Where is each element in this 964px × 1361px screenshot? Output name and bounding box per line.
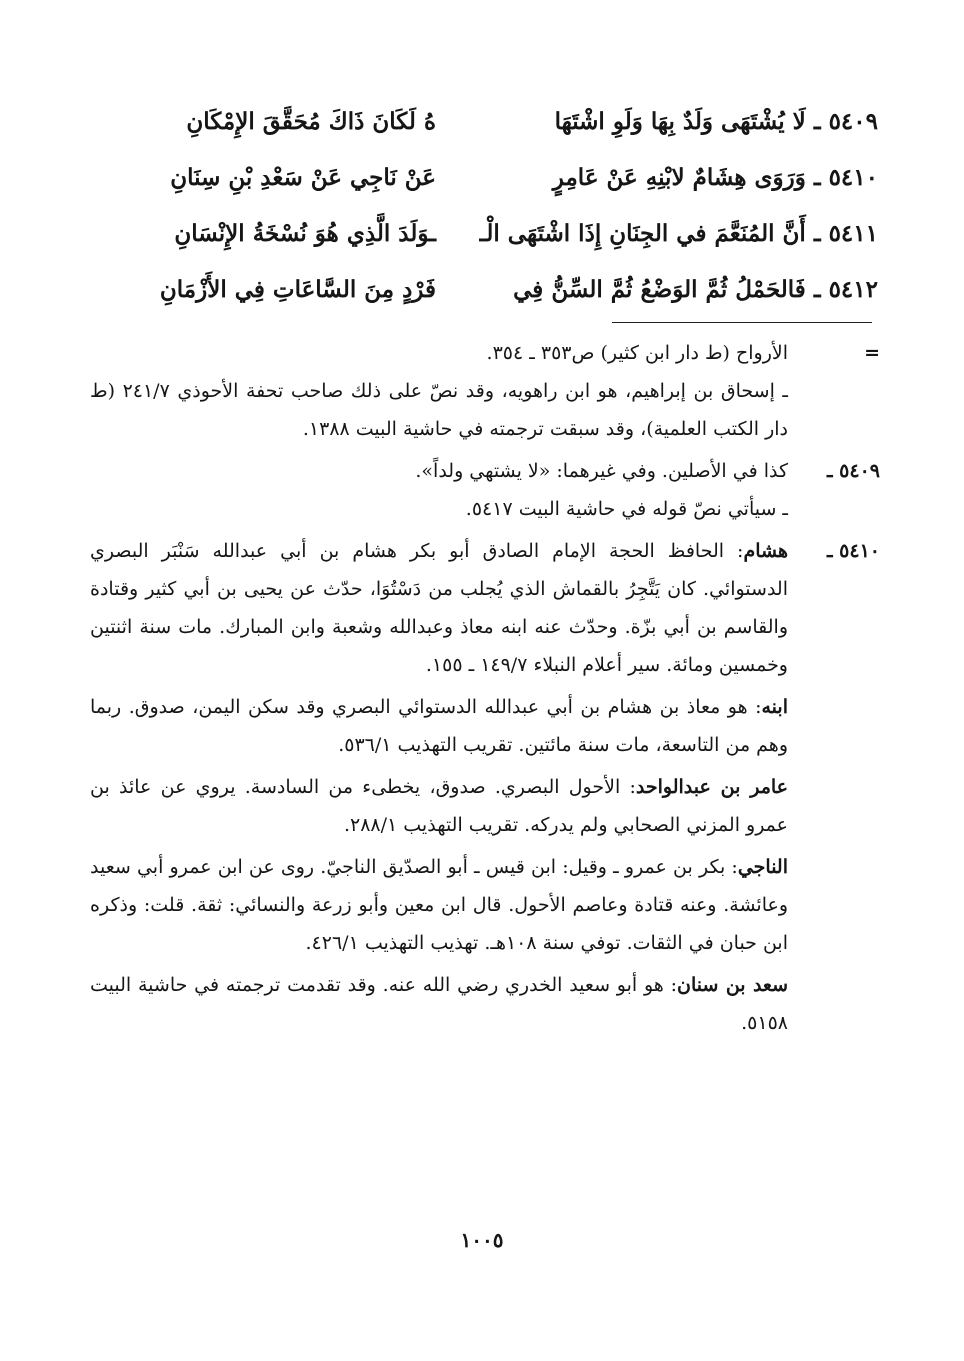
verse-first-hemistich: ٥٤١١ ـ أَنَّ المُنَعَّمَ في الجِنَانِ إِذَا اشْتَهَى الْـ	[479, 220, 878, 247]
verse-first-hemistich: ٥٤١٢ ـ فَالحَمْلُ ثُمَّ الوَضْعُ ثُمَّ السِّنُّ فِي	[513, 276, 878, 303]
footnote-marker: ٥٤١٠ ـ	[826, 540, 880, 562]
biography-hisham	[90, 532, 788, 684]
footnote-line: ـ سيأتي نصّ قوله في حاشية البيت ٥٤١٧.	[465, 498, 788, 520]
verse-5411	[86, 212, 878, 268]
verse-first-text: وَرَوَى هِشَامٌ لابْنِهِ عَنْ عَامِرٍ	[552, 164, 806, 191]
bio-name: هشام	[743, 540, 788, 562]
verse-number: ٥٤١٢	[828, 276, 878, 303]
biography-saad	[90, 966, 788, 1042]
footnote-separator	[612, 322, 872, 323]
footnote-marker: ٥٤٠٩ ـ	[826, 460, 880, 482]
bio-text: : هو أبو سعيد الخدري رضي الله عنه. وقد تقدمت ترجمته في حاشية البيت ٥١٥٨.	[90, 974, 788, 1034]
bio-text: : بكر بن عمرو ـ وقيل: ابن قيس ـ أبو الصدّيق الناجيّ. روى عن ابن عمرو أبي سعيد وعائشة. وعنه قتادة وعاصم الأحول. قال ابن معين وأبو زرعة والنسائي: ثقة. قلت: وذكره ابن حبان في الثقات. توفي سنة ١٠٨هـ. تهذيب التهذيب ٤٢٦/١.	[90, 856, 788, 954]
biography-naji	[90, 848, 788, 962]
footnote-5410	[90, 532, 880, 1042]
verse-first-hemistich: ٥٤١٠ ـ وَرَوَى هِشَامٌ لابْنِهِ عَنْ عَامِرٍ	[552, 164, 878, 191]
verse-number: ٥٤١١	[828, 220, 878, 247]
footnote-line: ـ إسحاق بن إبراهيم، هو ابن راهويه، وقد نصّ على ذلك صاحب تحفة الأحوذي ٢٤١/٧ (ط دار الكتب العلمية)، وقد سبقت ترجمته في حاشية البيت ١٣٨٨.	[90, 380, 788, 440]
verse-number: ٥٤١٠	[828, 164, 878, 191]
verse-5410	[86, 156, 878, 212]
verse-block	[86, 100, 878, 324]
verse-5409	[86, 100, 878, 156]
verse-first-hemistich: ٥٤٠٩ ـ لَا يُشْتَهَى وَلَدٌ بِهَا وَلَوِ اشْتَهَا	[554, 108, 878, 135]
footnote-continuation	[90, 334, 880, 448]
verse-first-text: لَا يُشْتَهَى وَلَدٌ بِهَا وَلَوِ اشْتَهَا	[554, 108, 806, 135]
biography-ibnuhu	[90, 688, 788, 764]
footnote-body	[90, 452, 788, 528]
footnote-body	[90, 334, 788, 448]
footnote-5409	[90, 452, 880, 528]
verse-second-hemistich: عَنْ نَاجِي عَنْ سَعْدِ بْنِ سِنَانِ	[170, 164, 436, 191]
continuation-marker: =	[864, 342, 880, 364]
footnote-line: الأرواح (ط دار ابن كثير) ص٣٥٣ ـ ٣٥٤.	[486, 342, 788, 364]
bio-name: الناجي	[737, 856, 788, 878]
bio-text: : الأحول البصري. صدوق، يخطىء من السادسة. يروي عن عائذ بن عمرو المزني الصحابي ولم يدركه. تقريب التهذيب ٢٨٨/١.	[90, 776, 788, 836]
verse-second-hemistich: فَرْدٍ مِنَ السَّاعَاتِ فِي الأَزْمَانِ	[159, 276, 436, 303]
bio-name: عامر بن عبدالواحد	[635, 776, 788, 798]
verse-second-hemistich: هُ لَكَانَ ذَاكَ مُحَقَّقَ الإِمْكَانِ	[186, 108, 436, 135]
verse-first-text: أَنَّ المُنَعَّمَ في الجِنَانِ إِذَا اشْتَهَى الْـ	[479, 220, 806, 247]
verse-second-hemistich: ـوَلَدَ الَّذِي هُوَ نُسْخَةُ الإِنْسَانِ	[174, 220, 436, 247]
footnotes	[90, 334, 880, 1042]
verse-first-text: فَالحَمْلُ ثُمَّ الوَضْعُ ثُمَّ السِّنُّ فِي	[513, 276, 806, 303]
footnote-body	[90, 532, 788, 684]
bio-name: ابنه	[761, 696, 788, 718]
page-number: ١٠٠٥	[460, 1228, 504, 1252]
footnote-line: كذا في الأصلين. وفي غيرهما: «لا يشتهي ولداً».	[415, 460, 788, 482]
bio-text: : الحافظ الحجة الإمام الصادق أبو بكر هشام بن أبي عبدالله سَنْبَر البصري الدستوائي. كان يَتَّجِرُ بالقماش الذي يُجلب من دَسْتُوَا، حدّث عن يحيى بن أبي كثير وقتادة والقاسم بن أبي بزّة. وحدّث عنه ابنه معاذ وعبدالله وشعبة وابن المبارك. مات سنة اثنتين وخمسين ومائة. سير أعلام النبلاء ١٤٩/٧ ـ ١٥٥.	[90, 540, 788, 676]
verse-number: ٥٤٠٩	[828, 108, 878, 135]
bio-text: : هو معاذ بن هشام بن أبي عبدالله الدستوائي البصري وقد سكن اليمن، صدوق. ربما وهم من التاسعة، مات سنة مائتين. تقريب التهذيب ٥٣٦/١.	[90, 696, 788, 756]
bio-name: سعد بن سنان	[677, 974, 789, 996]
verse-5412	[86, 268, 878, 324]
biography-amir	[90, 768, 788, 844]
